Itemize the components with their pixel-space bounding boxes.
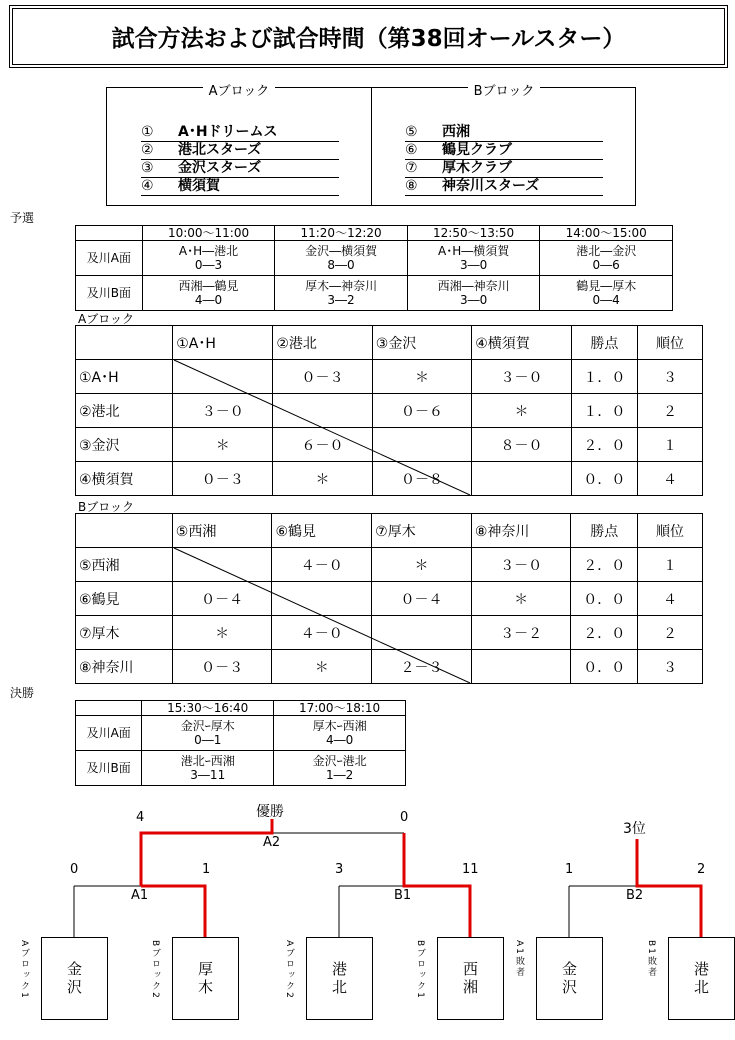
game-matchup: 西湘―鶴見 (178, 279, 239, 293)
result-cell: ０－６ (372, 394, 471, 428)
team-entry (141, 160, 339, 178)
game-matchup: 鶴見―厚木 (576, 279, 637, 293)
block-b-team-list (405, 124, 603, 196)
result-cell: ＊ (372, 548, 472, 582)
time-slot-cell: 12:50～13:50 (407, 226, 540, 241)
block-a-heading: Aブロック (107, 80, 371, 99)
score-a1-left: 0 (70, 862, 79, 877)
final-label: 決勝 (10, 686, 35, 700)
seed-label: A1敗者 (514, 940, 524, 978)
champion-label: 優勝 (256, 804, 284, 820)
grid-column-header: ④横須賀 (472, 326, 571, 360)
schedule-header-row (76, 226, 673, 241)
game-cell (274, 751, 406, 786)
rank-cell: １ (638, 428, 703, 462)
team-entry (405, 178, 603, 196)
match-a1-label: A1 (131, 888, 149, 903)
seed-label: Bブロック2 (150, 940, 160, 1000)
game-cell (274, 716, 406, 751)
team-name: 神奈川スターズ (442, 178, 540, 194)
points-cell: １．０ (571, 394, 637, 428)
result-cell: ０－４ (372, 582, 472, 616)
block-divider (371, 88, 372, 205)
match-a2-label: A2 (263, 835, 281, 850)
field-name-cell: 及川A面 (76, 716, 142, 751)
game-matchup: 金沢ｰ厚木 (180, 719, 235, 733)
corner-cell (76, 701, 142, 716)
grid-column-header: 勝点 (571, 326, 637, 360)
team-entry (141, 124, 339, 142)
time-slot-cell: 14:00～15:00 (540, 226, 673, 241)
field-name-cell: 及川B面 (76, 751, 142, 786)
bracket-team-box: 金沢 (41, 937, 108, 1020)
grid-column-header: ⑥鶴見 (272, 514, 372, 548)
points-cell: ２．０ (571, 548, 637, 582)
score-a2-right: 0 (400, 810, 409, 825)
seed-label: Aブロック1 (19, 940, 29, 1000)
score-b2-left: 1 (565, 862, 574, 877)
rank-cell: ３ (637, 650, 702, 684)
grid-row-header: ①A･H (76, 360, 173, 394)
team-entry (141, 142, 339, 160)
game-matchup: 金沢ｰ港北 (312, 754, 367, 768)
game-matchup: 金沢―横須賀 (305, 244, 378, 258)
score-a2-left: 4 (136, 810, 145, 825)
team-name: 金沢スターズ (178, 160, 262, 176)
game-cell (142, 241, 275, 276)
game-matchup: 厚木ｰ西湘 (312, 719, 367, 733)
team-name: A･Hドリームス (178, 124, 278, 140)
result-cell: ０－４ (172, 582, 272, 616)
result-cell: ３－０ (173, 394, 273, 428)
grid-column-header: ⑧神奈川 (471, 514, 571, 548)
team-name: 横須賀 (178, 178, 220, 194)
game-cell (275, 241, 408, 276)
result-cell: ＊ (172, 616, 272, 650)
bracket-team-box: 厚木 (172, 937, 239, 1020)
result-cell: ４－０ (272, 548, 372, 582)
bracket-team-box: 港北 (306, 937, 373, 1020)
rank-cell: ４ (637, 582, 702, 616)
team-number: ① (141, 124, 154, 140)
grid-row-header: ⑦厚木 (76, 616, 173, 650)
team-name: 鶴見クラブ (442, 142, 512, 158)
game-matchup: A･H―横須賀 (438, 244, 510, 258)
points-cell: １．０ (571, 360, 637, 394)
result-cell: ＊ (272, 650, 372, 684)
field-name-cell: 及川A面 (76, 241, 143, 276)
schedule-row (76, 241, 673, 276)
game-cell (407, 276, 540, 311)
match-b2-label: B2 (626, 888, 644, 903)
points-cell: ２．０ (571, 428, 637, 462)
schedule-row (76, 276, 673, 311)
block-a-team-list (141, 124, 339, 196)
time-slot-cell: 17:00～18:10 (274, 701, 406, 716)
grid-row-header: ⑤西湘 (76, 548, 173, 582)
schedule-row (76, 716, 406, 751)
result-cell: ＊ (471, 582, 571, 616)
score-b2-right: 2 (697, 862, 706, 877)
score-b1-left: 3 (335, 862, 344, 877)
rank-cell: ４ (638, 462, 703, 496)
grid-row-header: ②港北 (76, 394, 173, 428)
team-entry (141, 178, 339, 196)
game-score: 0―3 (194, 258, 223, 272)
grid-column-header: 勝点 (571, 514, 637, 548)
game-matchup: 厚木―神奈川 (305, 279, 378, 293)
winner-paths (141, 819, 701, 937)
game-score: 3―0 (459, 258, 488, 272)
block-b-grid (75, 513, 703, 683)
page-title: 試合方法および試合時間（第38回オールスター） (12, 8, 725, 65)
game-cell (142, 276, 275, 311)
result-cell: ＊ (173, 428, 273, 462)
rank-cell: １ (637, 548, 702, 582)
game-score: 3―2 (327, 293, 355, 307)
result-cell: ０－８ (372, 462, 471, 496)
team-entry (405, 142, 603, 160)
time-slot-cell: 11:20～12:20 (275, 226, 408, 241)
result-cell: ＊ (472, 394, 571, 428)
game-matchup: A･H―港北 (178, 244, 239, 258)
game-matchup: 港北ｰ西湘 (180, 754, 235, 768)
result-cell: ０－３ (172, 650, 272, 684)
final-schedule-table (75, 700, 406, 786)
block-b-diagonal (75, 513, 703, 683)
result-cell: ６－０ (273, 428, 372, 462)
result-cell: ３－０ (472, 360, 571, 394)
bracket-team-box: 西湘 (437, 937, 504, 1020)
rank-cell: ３ (638, 360, 703, 394)
points-cell: ２．０ (571, 616, 637, 650)
seed-label: Bブロック1 (415, 940, 425, 1000)
score-b1-right: 11 (462, 862, 479, 877)
grid-row-header: ④横須賀 (76, 462, 173, 496)
result-cell: ＊ (273, 462, 372, 496)
game-cell (540, 241, 673, 276)
game-matchup: 西湘―神奈川 (437, 279, 510, 293)
game-score: 0―4 (592, 293, 620, 307)
game-score: 3―0 (459, 293, 488, 307)
game-score: 4―0 (194, 293, 223, 307)
prelim-label: 予選 (10, 211, 35, 225)
schedule-row (76, 751, 406, 786)
block-b-heading: Bブロック (372, 80, 636, 99)
game-cell (407, 241, 540, 276)
result-cell: ４－０ (272, 616, 372, 650)
result-cell: ８－０ (472, 428, 571, 462)
result-cell: ３－２ (471, 616, 571, 650)
team-name: 港北スターズ (178, 142, 262, 158)
game-matchup: 港北―金沢 (576, 244, 637, 258)
game-cell (142, 716, 274, 751)
team-number: ② (141, 142, 154, 158)
team-entry (405, 160, 603, 178)
grid-column-header: ②港北 (273, 326, 372, 360)
grid-column-header: ⑤西湘 (172, 514, 272, 548)
seed-label: Aブロック2 (284, 940, 294, 1000)
bracket-team-box: 金沢 (536, 937, 603, 1020)
team-number: ⑤ (405, 124, 418, 140)
grid-row-header: ③金沢 (76, 428, 173, 462)
result-cell: ０－３ (273, 360, 372, 394)
grid-column-header: 順位 (637, 514, 702, 548)
block-a-diagonal (75, 325, 703, 495)
block-b-grid-label: Bブロック (78, 500, 134, 514)
field-name-cell: 及川B面 (76, 276, 143, 311)
block-a-grid-label: Aブロック (78, 312, 134, 326)
time-slot-cell: 10:00～11:00 (142, 226, 275, 241)
game-cell (142, 751, 274, 786)
bracket-team-box: 港北 (668, 937, 735, 1020)
game-cell (275, 276, 408, 311)
block-teams-box (106, 84, 636, 206)
result-cell: ０－３ (173, 462, 273, 496)
rank-cell: ２ (638, 394, 703, 428)
points-cell: ０．０ (571, 462, 637, 496)
result-cell: ＊ (372, 360, 471, 394)
time-slot-cell: 15:30～16:40 (142, 701, 274, 716)
prelim-schedule-table (75, 225, 673, 311)
game-score: 8―0 (327, 258, 355, 272)
grid-column-header: ③金沢 (372, 326, 471, 360)
team-number: ⑧ (405, 178, 418, 194)
schedule-header-row (76, 701, 406, 716)
team-number: ④ (141, 178, 154, 194)
grid-column-header: ⑦厚木 (372, 514, 472, 548)
game-score: 0―1 (194, 733, 222, 747)
result-cell: ３－０ (471, 548, 571, 582)
match-b1-label: B1 (394, 888, 412, 903)
team-name: 西湘 (442, 124, 470, 140)
team-number: ③ (141, 160, 154, 176)
corner-cell (76, 226, 143, 241)
seed-label: B1敗者 (646, 940, 656, 978)
team-number: ⑦ (405, 160, 418, 176)
grid-row-header: ⑧神奈川 (76, 650, 173, 684)
game-score: 1―2 (325, 768, 354, 782)
game-cell (540, 276, 673, 311)
game-score: 3―11 (190, 768, 226, 782)
score-a1-right: 1 (202, 862, 211, 877)
team-name: 厚木クラブ (442, 160, 512, 176)
game-score: 0―6 (592, 258, 620, 272)
rank-cell: ２ (637, 616, 702, 650)
grid-column-header: ①A･H (173, 326, 273, 360)
points-cell: ０．０ (571, 650, 637, 684)
grid-column-header: 順位 (638, 326, 703, 360)
grid-row-header: ⑥鶴見 (76, 582, 173, 616)
points-cell: ０．０ (571, 582, 637, 616)
team-number: ⑥ (405, 142, 418, 158)
result-cell: ２－３ (372, 650, 472, 684)
third-place-label: 3位 (623, 821, 646, 837)
block-a-grid (75, 325, 703, 495)
game-score: 4―0 (325, 733, 354, 747)
team-entry (405, 124, 603, 142)
